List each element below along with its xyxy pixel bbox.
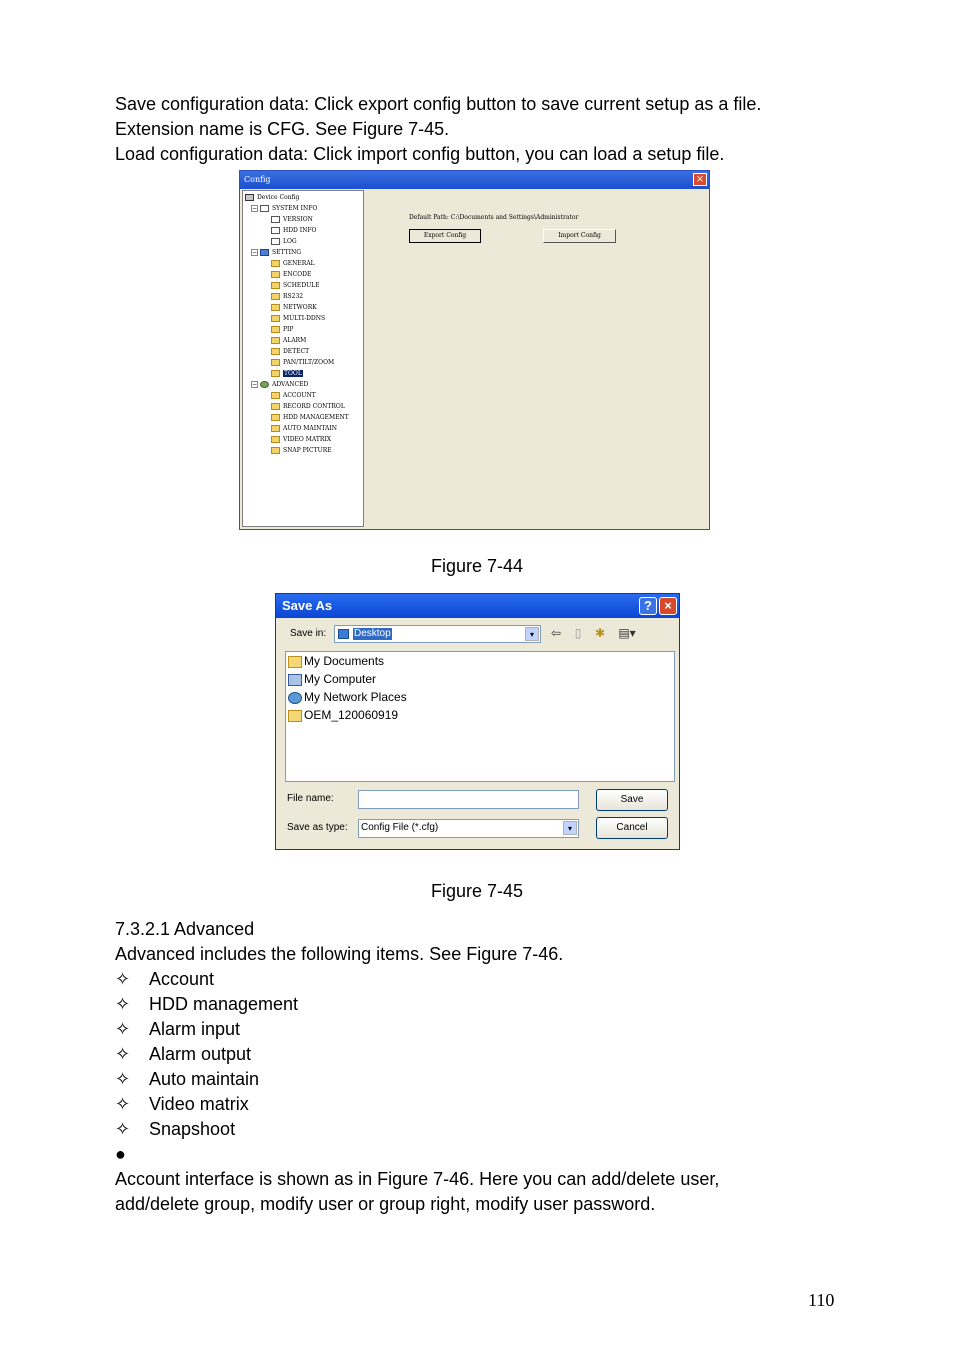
tree-item[interactable] [251,203,317,214]
section-heading: 7.3.2.1 Advanced [115,919,255,939]
tree-collapse-icon[interactable]: − [252,205,258,212]
bullet-item-label: Account [149,969,215,989]
tree-item-label: HDD INFO [283,227,317,234]
network-icon [288,692,302,704]
tree-item-label: NETWORK [283,304,317,311]
page-number: 110 [808,1290,835,1310]
tree-item-label: Device Config [257,194,300,201]
folder-icon [271,293,280,300]
tree-item-label: TOOL [284,370,302,377]
folder-icon [271,447,280,454]
bullet-item-label: Snapshoot [149,1119,236,1139]
up-folder-icon[interactable]: ▯ [574,626,582,640]
paragraph-load-config: Load configuration data: Click import config button, you can load a setup file. [115,144,725,164]
file-list [285,651,675,782]
chevron-down-icon[interactable]: ▾ [563,821,577,835]
config-panel [366,190,707,527]
checkbox-icon [271,227,280,234]
tree-item-label: VERSION [283,216,313,223]
close-icon[interactable]: × [659,597,677,615]
default-path-label: Default Path: C:\Documents and Settings\Administrator [409,214,579,221]
tree-item-label: MULTI-DDNS [283,315,326,322]
folder-icon [271,282,280,289]
figure-caption-7-44: Figure 7-44 [430,556,524,576]
config-title: Config [244,175,271,184]
save-as-type-label: Save as type: [287,822,348,833]
tree-item[interactable] [271,346,309,357]
gear-icon [260,381,269,388]
computer-icon [245,194,254,201]
tree-item[interactable] [271,412,349,423]
save-as-type-value: Config File (*.cfg) [361,822,439,833]
tree-item[interactable] [271,368,303,379]
close-icon[interactable]: × [693,173,707,186]
tree-item-label: ADVANCED [272,381,309,388]
bullet-dot: ● [115,1144,126,1164]
file-list-item[interactable] [288,707,398,723]
tree-item[interactable] [271,357,334,368]
folder-icon [271,425,280,432]
save-in-dropdown[interactable] [334,625,541,643]
bullet-item-label: Alarm input [149,1019,241,1039]
bullet-item-label: Video matrix [149,1094,249,1114]
tree-collapse-icon[interactable]: − [252,249,258,256]
tree-item[interactable] [271,280,320,291]
file-name-input[interactable] [358,790,579,809]
figure-caption-7-45: Figure 7-45 [430,881,524,901]
folder-icon [271,414,280,421]
tree-item[interactable] [271,434,331,445]
folder-icon [288,710,302,722]
tree-item-label: SYSTEM INFO [272,205,318,212]
star-bullet-icon: ✧ [115,1069,131,1089]
file-list-item[interactable] [288,653,384,669]
save-as-dialog [275,593,680,850]
bullet-item-label: HDD management [149,994,299,1014]
cancel-button[interactable]: Cancel [596,817,668,839]
checkbox-icon [271,216,280,223]
tree-item-label: PAN/TILT/ZOOM [283,359,335,366]
bullet-item [115,1092,249,1117]
account-description-1: Account interface is shown as in Figure 7-46. Here you can add/delete user, [115,1169,720,1189]
tree-item-label: PIP [283,326,294,333]
save-button[interactable]: Save [596,789,668,811]
help-icon[interactable]: ? [639,597,657,615]
tree-item[interactable] [271,423,337,434]
file-list-item[interactable] [288,689,407,705]
bullet-item [115,1017,240,1042]
file-list-item-label: My Documents [304,654,385,668]
star-bullet-icon: ✧ [115,1044,131,1064]
tree-item-label: DETECT [283,348,310,355]
paragraph-save-config: Save configuration data: Click export config button to save current setup as a file. [115,94,762,114]
bullet-item [115,1117,235,1142]
tree-item[interactable] [245,192,299,203]
file-name-label: File name: [287,793,334,804]
folder-icon [271,392,280,399]
checkbox-icon [271,238,280,245]
checkbox-icon [260,205,269,212]
file-list-item-label: My Network Places [304,690,407,704]
folder-icon [271,436,280,443]
folder-icon [271,260,280,267]
tree-item[interactable] [271,214,313,225]
tree-item-label: SETTING [272,249,302,256]
star-bullet-icon: ✧ [115,1119,131,1139]
advanced-intro: Advanced includes the following items. See Figure 7-46. [115,944,564,964]
config-window [239,170,710,530]
tree-item[interactable] [271,302,317,313]
tree-item[interactable] [271,269,311,280]
save-as-title: Save As [282,598,333,613]
config-tree [242,190,364,527]
file-list-item-label: My Computer [304,672,377,686]
bullet-item [115,1067,259,1092]
bullet-item [115,967,214,992]
tree-item-label: HDD MANAGEMENT [283,414,349,421]
star-bullet-icon: ✧ [115,994,131,1014]
save-in-value: Desktop [354,628,391,639]
tree-item[interactable] [271,313,325,324]
tree-item-label: ACCOUNT [283,392,316,399]
chevron-down-icon[interactable]: ▾ [525,627,539,641]
settings-icon [260,249,269,256]
tree-item[interactable] [271,445,332,456]
folder-icon [271,370,280,377]
star-bullet-icon: ✧ [115,1019,131,1039]
folder-icon [271,326,280,333]
tree-item[interactable] [271,225,316,236]
tree-item[interactable] [271,401,345,412]
import-config-button[interactable]: Import Config [543,229,616,243]
tree-item-label: SNAP PICTURE [283,447,332,454]
config-titlebar [240,171,709,189]
folder-icon [271,403,280,410]
save-in-label: Save in: [290,628,327,639]
tree-item-label: RECORD CONTROL [283,403,345,410]
tree-item-label: SCHEDULE [283,282,320,289]
desktop-icon [338,629,349,639]
star-bullet-icon: ✧ [115,1094,131,1114]
star-bullet-icon: ✧ [115,969,131,989]
tree-item-label: GENERAL [283,260,315,267]
tree-item-label: AUTO MAINTAIN [283,425,337,432]
tree-item[interactable] [271,335,306,346]
tree-item-label: ENCODE [283,271,312,278]
tree-item[interactable] [271,258,315,269]
paragraph-extension: Extension name is CFG. See Figure 7-45. [115,119,450,139]
save-as-titlebar [276,594,679,618]
views-menu-icon[interactable]: ▤▾ [618,626,636,640]
computer-icon [288,674,302,686]
tree-item-label: LOG [283,238,297,245]
tree-item[interactable] [271,324,293,335]
tree-collapse-icon[interactable]: − [252,381,258,388]
tree-item[interactable] [251,379,308,390]
folder-icon [271,271,280,278]
tree-item-label: ALARM [283,337,307,344]
folder-icon [271,359,280,366]
folder-icon [271,337,280,344]
tree-item[interactable] [271,390,316,401]
bullet-item [115,1042,251,1067]
tree-item[interactable] [271,291,303,302]
back-icon[interactable]: ⇦ [550,626,562,640]
file-list-item[interactable] [288,671,376,687]
save-as-type-dropdown[interactable] [358,819,579,838]
documents-icon [288,656,302,668]
new-folder-icon[interactable]: ✱ [594,626,606,640]
account-description-2: add/delete group, modify user or group right, modify user password. [115,1194,656,1214]
bullet-item-label: Auto maintain [149,1069,260,1089]
bullet-item [115,992,298,1017]
tree-item[interactable] [251,247,301,258]
file-list-item-label: OEM_120060919 [304,708,399,722]
tree-item-label: VIDEO MATRIX [283,436,332,443]
bullet-item-label: Alarm output [149,1044,252,1064]
folder-icon [271,348,280,355]
tree-item-label: RS232 [283,293,304,300]
folder-icon [271,315,280,322]
export-config-button[interactable]: Export Config [409,229,481,243]
tree-item[interactable] [271,236,297,247]
folder-icon [271,304,280,311]
